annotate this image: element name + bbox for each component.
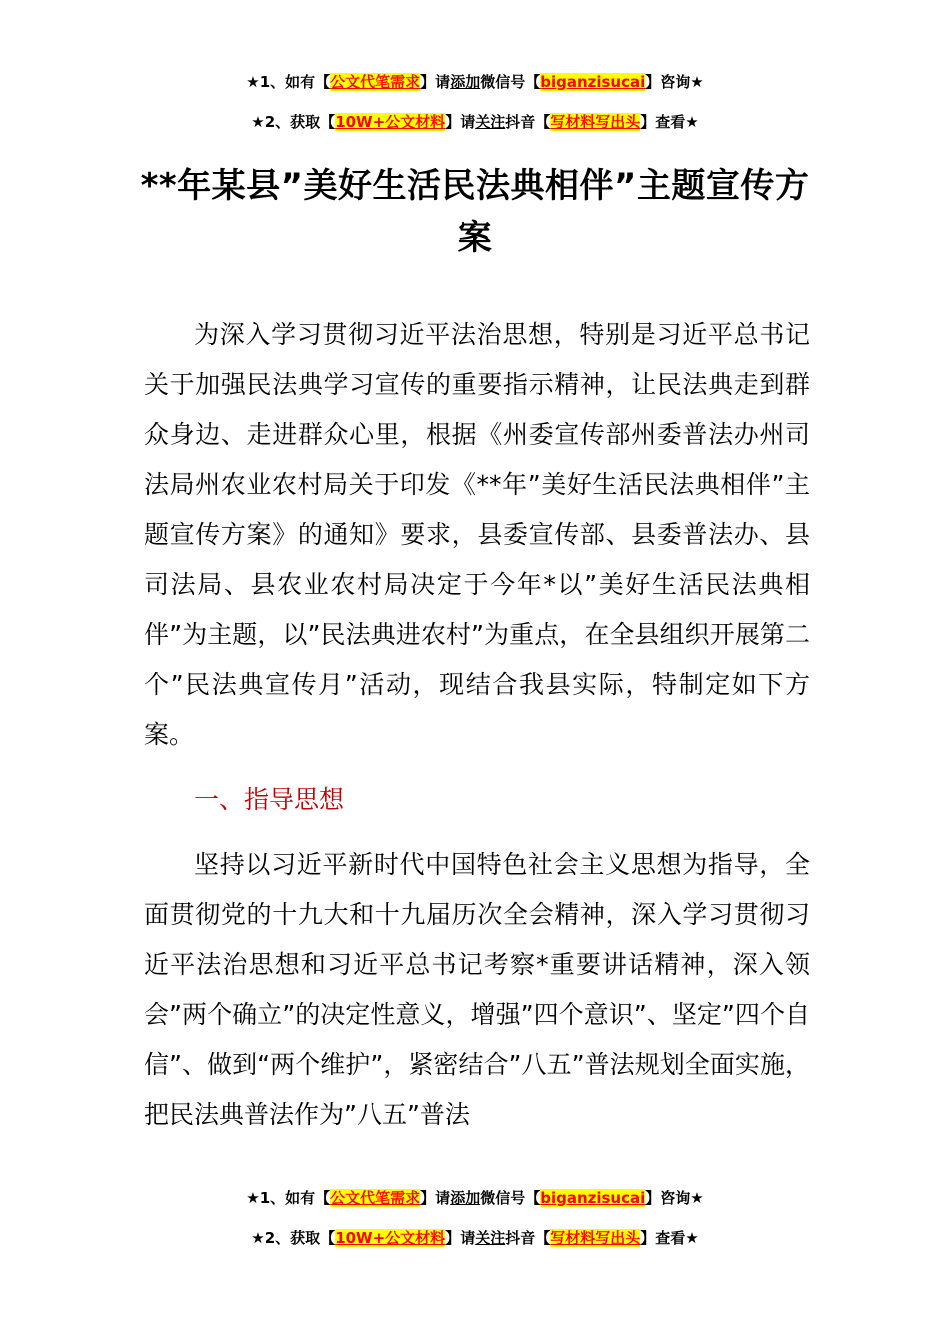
banner-text: 】咨询★	[645, 73, 704, 91]
intro-paragraph: 为深入学习贯彻习近平法治思想，特别是习近平总书记关于加强民法典学习宣传的重要指示精神，让民法典走到群众身边、走进群众心里，根据《州委宣传部州委普法办州司法局州农业农村局关于印发《**年”美好生活民法典相伴”主题宣传方案》的通知》要求，县委宣传部、县委普法办、县司法局、县农业农村局决定于今年*以”美好生活民法典相伴”为主题，以”民法典进农村”为重点，在全县组织开展第二个”民法典宣传月”活动，现结合我县实际，特制定如下方案。	[144, 320, 810, 749]
bottom-banner-line-1	[0, 1188, 950, 1208]
banner-underline: 关注	[475, 113, 506, 131]
top-banner-line-2	[0, 112, 950, 132]
banner-text: ★1、如有【	[246, 73, 331, 91]
banner-text: 微信号【	[480, 73, 541, 91]
top-banner-line-1	[0, 72, 950, 92]
banner-text: 】咨询★	[645, 1189, 704, 1207]
banner-text: 】查看★	[640, 113, 699, 131]
banner-text: 抖音【	[505, 1229, 551, 1247]
banner-text: ★2、获取【	[251, 1229, 336, 1247]
section-heading: 一、指导思想	[194, 785, 345, 814]
banner-text: ★1、如有【	[246, 1189, 331, 1207]
banner-highlight: biganzisucai	[540, 1189, 646, 1207]
banner-highlight: 写材料写出头	[550, 113, 641, 131]
banner-text: ★2、获取【	[251, 113, 336, 131]
banner-highlight: 10W+公文材料	[335, 1229, 446, 1247]
banner-text: 】请	[420, 73, 451, 91]
banner-underline: 添加	[450, 73, 481, 91]
banner-text: 】请	[445, 113, 476, 131]
banner-highlight: 公文代笔需求	[330, 73, 421, 91]
section-paragraph: 坚持以习近平新时代中国特色社会主义思想为指导，全面贯彻党的十九大和十九届历次全会精神，深入学习贯彻习近平法治思想和习近平总书记考察*重要讲话精神，深入领会”两个确立”的决定性意义，增强”四个意识”、坚定”四个自信”、做到“两个维护”，紧密结合”八五”普法规划全面实施，把民法典普法作为”八五”普法	[144, 850, 810, 1129]
bottom-banner-line-2	[0, 1228, 950, 1248]
banner-text: 】查看★	[640, 1229, 699, 1247]
banner-text: 】请	[445, 1229, 476, 1247]
banner-highlight: 10W+公文材料	[335, 113, 446, 131]
banner-highlight: biganzisucai	[540, 73, 646, 91]
document-title: **年某县”美好生活民法典相伴”主题宣传方案	[140, 166, 810, 258]
banner-text: 微信号【	[480, 1189, 541, 1207]
banner-highlight: 写材料写出头	[550, 1229, 641, 1247]
banner-underline: 关注	[475, 1229, 506, 1247]
banner-text: 】请	[420, 1189, 451, 1207]
banner-highlight: 公文代笔需求	[330, 1189, 421, 1207]
banner-underline: 添加	[450, 1189, 481, 1207]
banner-text: 抖音【	[505, 113, 551, 131]
